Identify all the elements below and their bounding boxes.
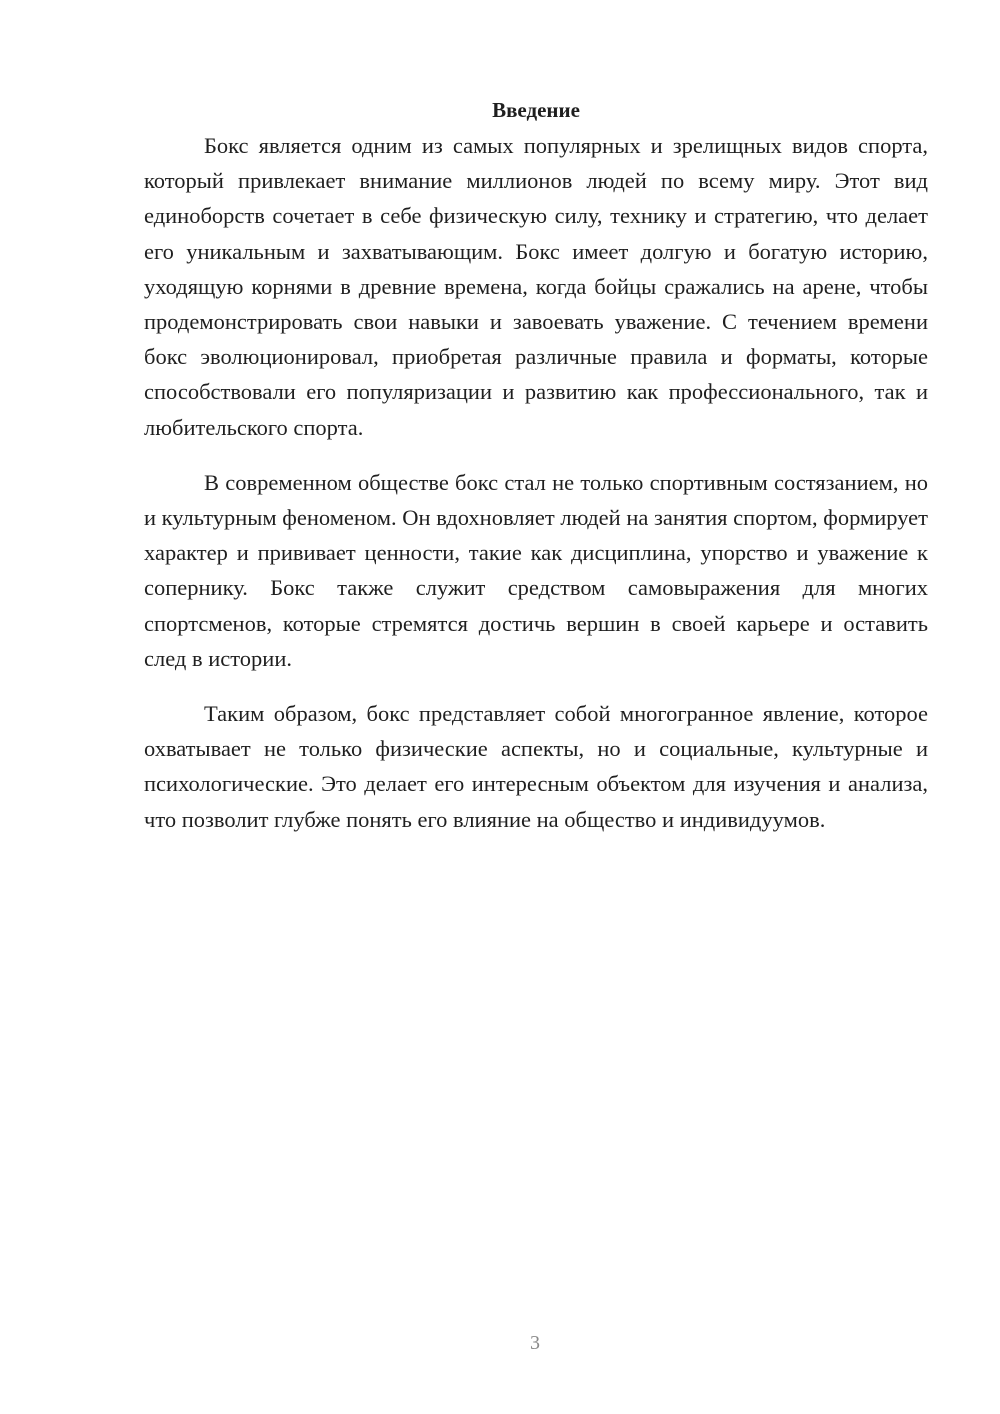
page-content (144, 93, 928, 837)
paragraph-1: Бокс является одним из самых популярных и зрелищных видов спорта, который привлекает внимание миллионов людей по всему миру. Этот вид единоборств сочетает в себе физическую силу, технику и стратегию, что делает его уникальным и захватывающим. Бокс имеет долгую и богатую историю, уходящую корнями в древние времена, когда бойцы сражались на арене, чтобы продемонстрировать свои навыки и завоевать уважение. С течением времени бокс эволюционировал, приобретая различные правила и форматы, которые способствовали его популяризации и развитию как профессионального, так и любительского спорта. (144, 133, 928, 440)
page-number: 3 (530, 1332, 540, 1354)
paragraph-2: В современном обществе бокс стал не только спортивным состязанием, но и культурным феноменом. Он вдохновляет людей на занятия спортом, формирует характер и прививает ценности, такие как дисциплина, упорство и уважение к сопернику. Бокс также служит средством самовыражения для многих спортсменов, которые стремятся достичь вершин в своей карьере и оставить след в истории. (144, 469, 928, 671)
section-title: Введение (492, 98, 580, 122)
paragraph-3: Таким образом, бокс представляет собой многогранное явление, которое охватывает не только физические аспекты, но и социальные, культурные и психологические. Это делает его интересным объектом для изучения и анализа, что позволит глубже понять его влияние на общество и индивидуумов. (144, 701, 928, 832)
